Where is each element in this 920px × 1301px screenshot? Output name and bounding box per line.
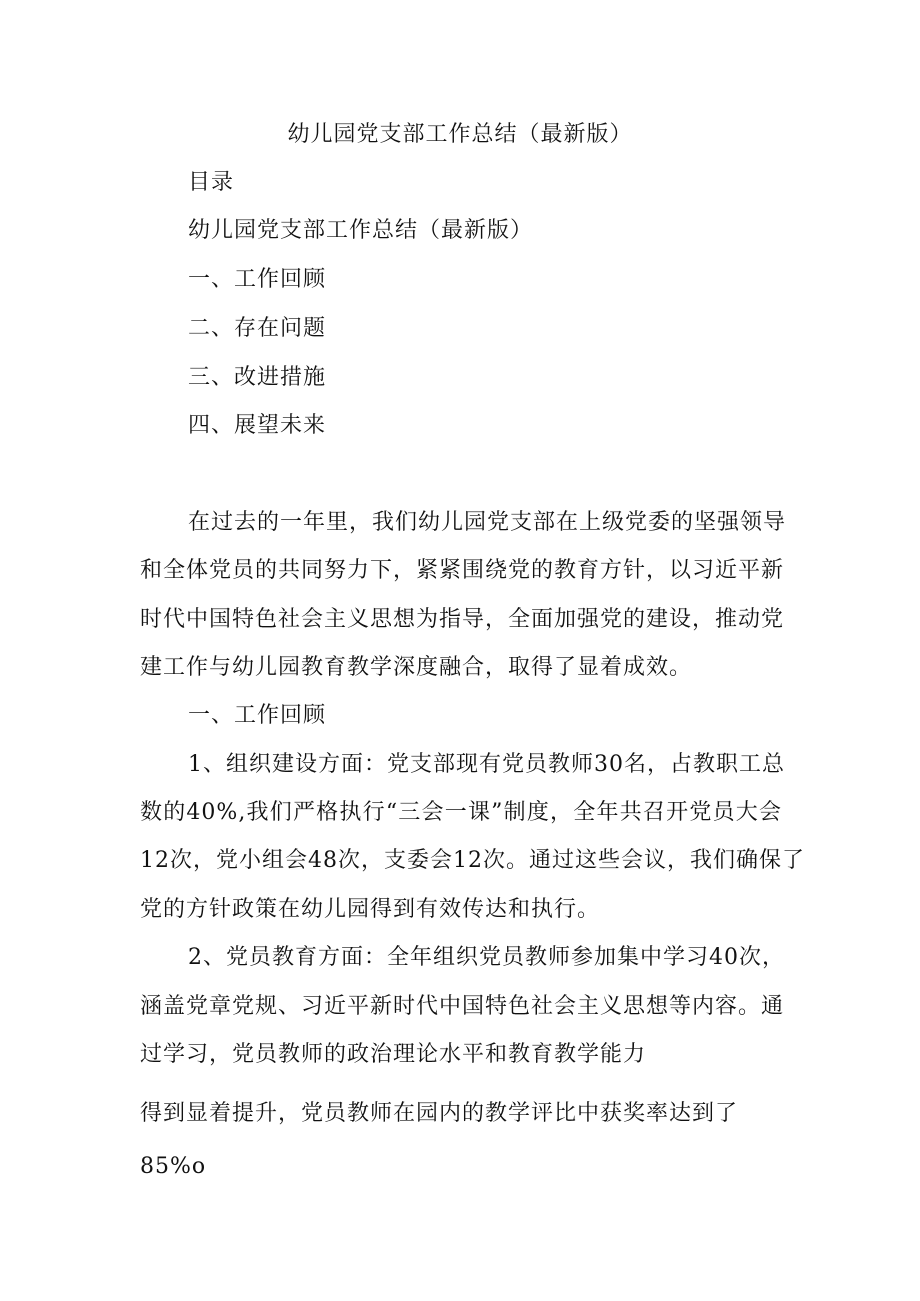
item1-line: 数的40%,我们严格执行“三会一课”制度，全年共召开党员大会	[140, 800, 782, 825]
item2-line: 过学习，党员教师的政治理论水平和教育教学能力	[140, 1042, 647, 1067]
intro-line: 在过去的一年里，我们幼儿园党支部在上级党委的坚强领导	[188, 510, 787, 535]
item2-line: 2、党员教育方面：全年组织党员教师参加集中学习40次，	[188, 945, 785, 970]
section-heading: 一、工作回顾	[188, 703, 327, 728]
toc-item: 一、工作回顾	[188, 267, 327, 292]
intro-line: 时代中国特色社会主义思想为指导，全面加强党的建设，推动党	[140, 607, 785, 632]
intro-line: 和全体党员的共同努力下，紧紧围绕党的教育方针，以习近平新	[140, 558, 785, 583]
toc-item: 四、展望未来	[188, 413, 327, 438]
item2-line: 涵盖党章党规、习近平新时代中国特色社会主义思想等内容。通	[140, 994, 785, 1019]
item1-line: 党的方针政策在幼儿园得到有效传达和执行。	[140, 897, 601, 922]
intro-line: 建工作与幼儿园教育教学深度融合，取得了显着成效。	[140, 655, 693, 680]
item1-line: 1、组织建设方面：党支部现有党员教师30名，占教职工总	[188, 752, 785, 777]
toc-item: 三、改进措施	[188, 365, 327, 390]
toc-item: 幼儿园党支部工作总结（最新版）	[188, 218, 534, 243]
item2-line: 得到显着提升，党员教师在园内的教学评比中获奖率达到了	[140, 1101, 739, 1126]
item1-line: 12次，党小组会48次，支委会12次。通过这些会议，我们确保了	[140, 848, 805, 873]
document-title: 幼儿园党支部工作总结（最新版）	[287, 122, 633, 147]
toc-item: 二、存在问题	[188, 316, 327, 341]
item2-line: 85%o	[140, 1154, 207, 1179]
toc-heading: 目录	[188, 170, 235, 195]
